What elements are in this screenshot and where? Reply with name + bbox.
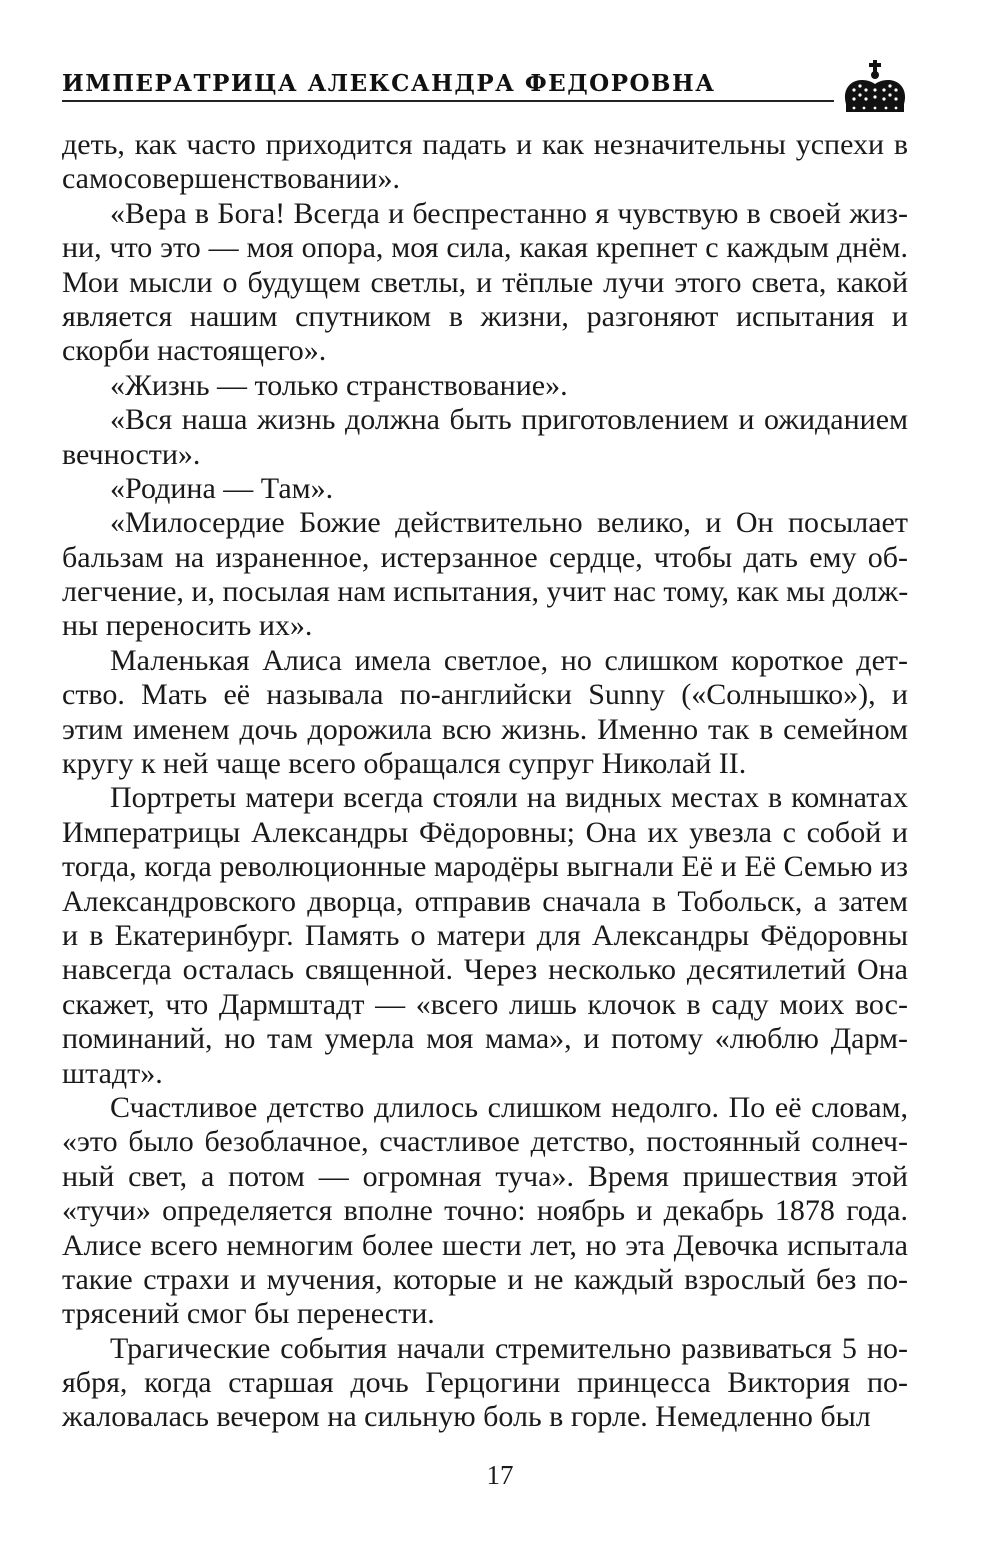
text-line: ны переносить их». xyxy=(62,609,313,643)
text-line: Маленькая Алиса имела светлое, но слишком короткое дет- xyxy=(110,643,908,677)
page-number: 17 xyxy=(486,1460,514,1490)
text-line: Императрицы Александры Фёдоровны; Она их увезла с собой и xyxy=(62,815,908,849)
text-line: Александровского дворца, отправив сначала в Тобольск, а затем xyxy=(62,884,908,918)
text-line: жаловалась вечером на сильную боль в горле. Немедленно был xyxy=(62,1400,871,1434)
paragraph xyxy=(62,369,908,403)
paragraph xyxy=(62,1332,908,1435)
text-line: самосовершенствовании». xyxy=(62,162,400,196)
crown-icon xyxy=(838,60,912,116)
text-line: и в Екатеринбург. Память о матери для Александры Фёдоровны xyxy=(62,918,908,952)
text-line: Алисе всего немногим более шести лет, но эта Девочка испытала xyxy=(62,1228,908,1262)
text-line: Трагические события начали стремительно развиваться 5 но- xyxy=(110,1331,908,1365)
text-line: «это было безоблачное, счастливое детство, постоянный солнеч- xyxy=(62,1125,908,1159)
text-line: ября, когда старшая дочь Герцогини принцесса Виктория по- xyxy=(62,1366,908,1400)
paragraph xyxy=(62,644,908,782)
text-line: ство. Мать её называла по-английски Sunny («Солнышко»), и xyxy=(62,678,908,712)
text-line: Счастливое детство длилось слишком недолго. По её словам, xyxy=(110,1090,908,1124)
paragraph xyxy=(62,472,908,506)
paragraph xyxy=(62,128,908,197)
text-line: этим именем дочь дорожила всю жизнь. Именно так в семейном xyxy=(62,712,908,746)
paragraph xyxy=(62,506,908,644)
paragraph xyxy=(62,1091,908,1332)
text-line: «Вера в Бога! Всегда и беспрестанно я чувствую в своей жиз- xyxy=(110,196,908,230)
text-line: ный свет, а потом — огромная туча». Время пришествия этой xyxy=(62,1159,908,1193)
text-line: «Милосердие Божие действительно велико, и Он посылает xyxy=(110,506,908,540)
text-line: штадт». xyxy=(62,1056,163,1090)
text-line: трясений смог бы перенести. xyxy=(62,1297,435,1331)
body-text xyxy=(62,128,908,1435)
running-header xyxy=(62,66,912,118)
text-line: деть, как часто приходится падать и как незначительны успехи в xyxy=(62,128,908,161)
text-line: бальзам на израненное, истерзанное сердце, чтобы дать ему об- xyxy=(62,540,908,574)
text-line: «тучи» определяется вполне точно: ноябрь и декабрь 1878 года. xyxy=(62,1194,908,1228)
text-line: навсегда осталась священной. Через несколько десятилетий Она xyxy=(62,953,908,987)
text-line: ни, что это — моя опора, моя сила, какая крепнет с каждым днём. xyxy=(62,231,908,265)
text-line: «Родина — Там». xyxy=(110,471,334,505)
text-line: Портреты матери всегда стояли на видных местах в комнатах xyxy=(110,781,908,815)
text-line: тогда, когда революционные мародёры выгнали Её и Её Семью из xyxy=(62,850,908,884)
paragraph xyxy=(62,781,908,1091)
text-line: скорби настоящего». xyxy=(62,334,327,368)
text-line: вечности». xyxy=(62,437,201,471)
text-line: «Жизнь — только странствование». xyxy=(110,368,568,402)
paragraph xyxy=(62,197,908,369)
text-line: скажет, что Дармштадт — «всего лишь клочок в саду моих вос- xyxy=(62,987,908,1021)
header-rule xyxy=(62,100,834,102)
text-line: поминаний, но там умерла моя мама», и потому «люблю Дарм- xyxy=(62,1022,908,1056)
running-header-title: ИМПЕРАТРИЦА АЛЕКСАНДРА ФЕДОРОВНА xyxy=(62,70,716,97)
paragraph xyxy=(62,403,908,472)
text-line: легчение, и, посылая нам испытания, учит нас тому, как мы долж- xyxy=(62,575,909,609)
text-line: такие страхи и мучения, которые и не каждый взрослый без по- xyxy=(62,1262,908,1296)
text-line: является нашим спутником в жизни, разгоняют испытания и xyxy=(62,299,908,333)
text-line: кругу к ней чаще всего обращался супруг Николай II. xyxy=(62,747,747,781)
text-line: Мои мысли о будущем светлы, и тёплые лучи этого света, какой xyxy=(62,265,908,299)
text-line: «Вся наша жизнь должна быть приготовлением и ожиданием xyxy=(110,403,908,437)
